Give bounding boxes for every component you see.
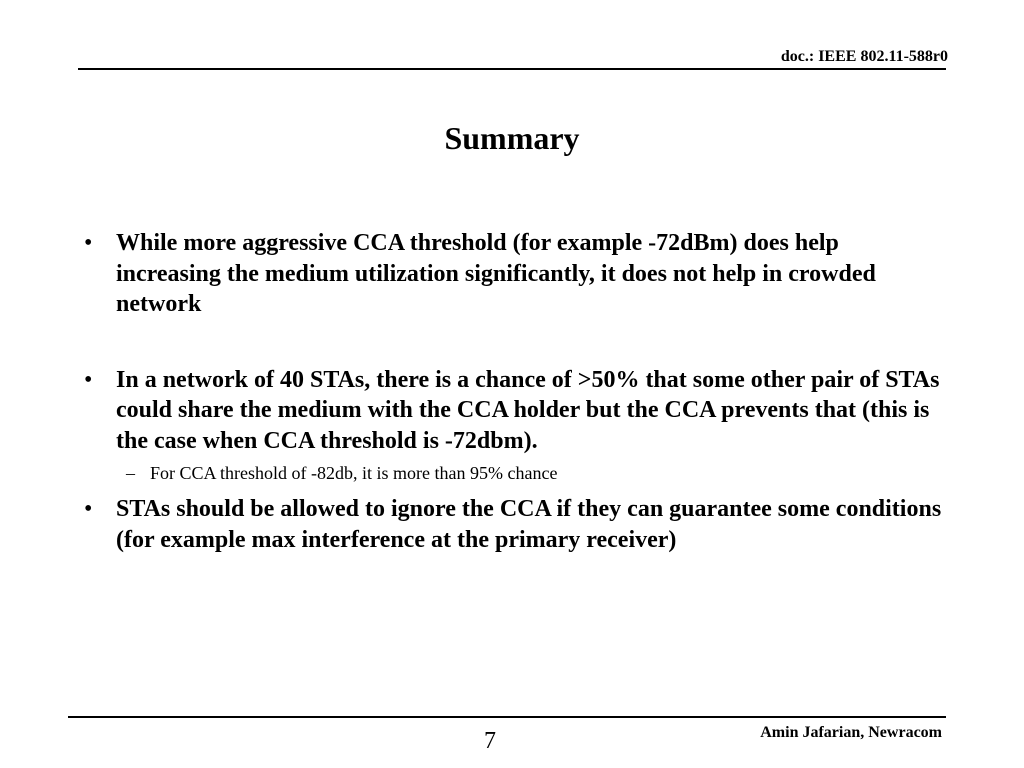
- author-credit: Amin Jafarian, Newracom: [760, 724, 942, 741]
- bullet-text: While more aggressive CCA threshold (for example -72dBm) does help increasing the medium utilization significantly, it does not help in crowded network: [116, 230, 876, 317]
- bullet-marker: •: [84, 230, 93, 256]
- bullet-item: [84, 228, 944, 320]
- header-divider: [78, 68, 946, 70]
- sub-bullet-text: For CCA threshold of -82db, it is more than 95% chance: [150, 463, 558, 483]
- bullet-item: [84, 494, 944, 555]
- page-number: 7: [484, 728, 496, 754]
- slide-title: Summary: [444, 120, 580, 156]
- slide-body: [84, 228, 944, 555]
- bullet-marker: •: [84, 496, 93, 522]
- document-id: doc.: IEEE 802.11-588r0: [780, 48, 948, 65]
- bullet-marker: •: [84, 366, 93, 393]
- sub-bullet-marker: –: [126, 463, 135, 483]
- bullet-item: [84, 365, 944, 457]
- sub-bullet-item: [84, 460, 944, 486]
- footer-divider: [68, 716, 946, 718]
- bullet-text: In a network of 40 STAs, there is a chance of >50% that some other pair of STAs could share the medium with the CCA holder but the CCA prevents that (this is the case when CCA threshold is -72dbm).: [116, 366, 940, 454]
- bullet-text: STAs should be allowed to ignore the CCA if they can guarantee some conditions (for example max interference at the primary receiver): [116, 496, 942, 553]
